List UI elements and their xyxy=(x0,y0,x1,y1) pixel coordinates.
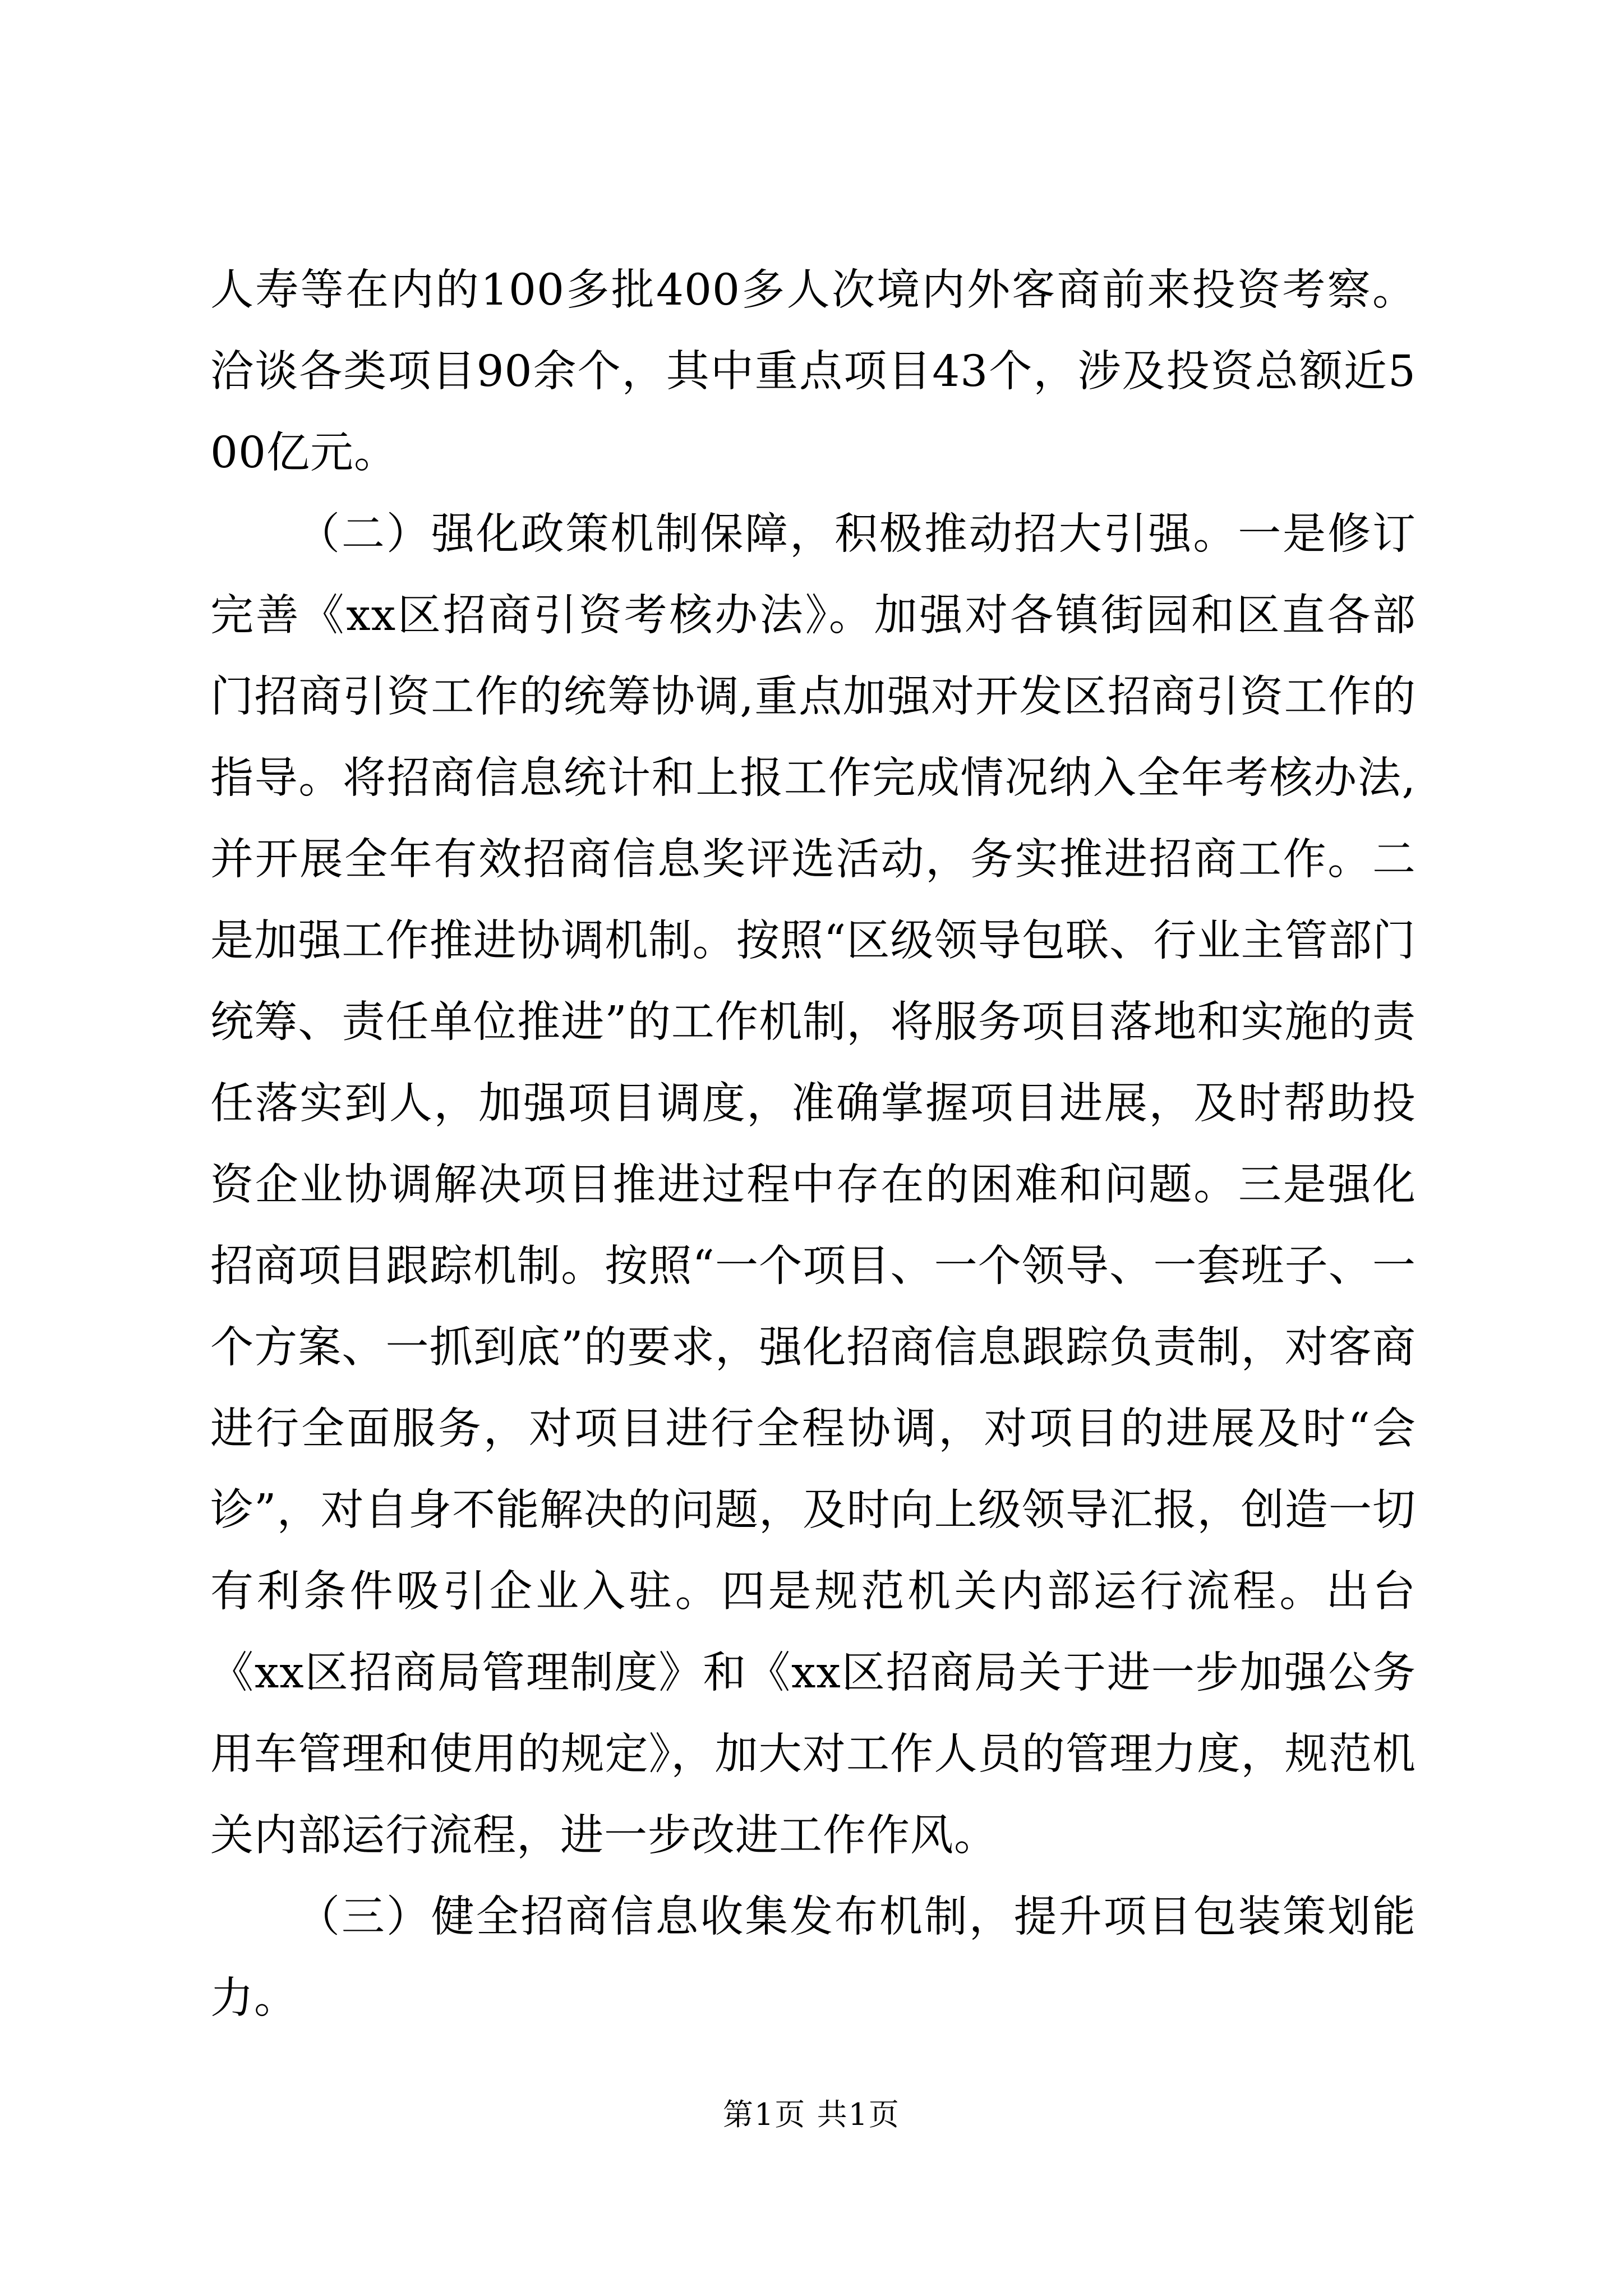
page-footer: 第1页 共1页 xyxy=(723,2097,900,2132)
document-body xyxy=(210,250,1416,2039)
paragraph-2: （二）强化政策机制保障，积极推动招大引强。一是修订完善《xx区招商引资考核办法》。加强对各镇街园和区直各部门招商引资工作的统筹协调,重点加强对开发区招商引资工作的指导。将招商信息统计和上报工作完成情况纳入全年考核办法,并开展全年有效招商信息奖评选活动，务实推进招商工作。二是加强工作推进协调机制。按照“区级领导包联、行业主管部门统筹、责任单位推进”的工作机制，将服务项目落地和实施的责任落实到人，加强项目调度，准确掌握项目进展，及时帮助投资企业协调解决项目推进过程中存在的困难和问题。三是强化招商项目跟踪机制。按照“一个项目、一个领导、一套班子、一个方案、一抓到底”的要求，强化招商信息跟踪负责制，对客商进行全面服务，对项目进行全程协调，对项目的进展及时“会诊”，对自身不能解决的问题，及时向上级领导汇报，创造一切有利条件吸引企业入驻。四是规范机关内部运行流程。出台《xx区招商局管理制度》和《xx区招商局关于进一步加强公务用车管理和使用的规定》，加大对工作人员的管理力度，规范机关内部运行流程，进一步改进工作作风。 xyxy=(210,509,1416,1861)
paragraph-3: （三）健全招商信息收集发布机制，提升项目包装策划能力。 xyxy=(210,1892,1416,2023)
paragraph-1: 人寿等在内的100多批400多人次境内外客商前来投资考察。洽谈各类项目90余个，其中重点项目43个，涉及投资总额近500亿元。 xyxy=(210,265,1416,478)
